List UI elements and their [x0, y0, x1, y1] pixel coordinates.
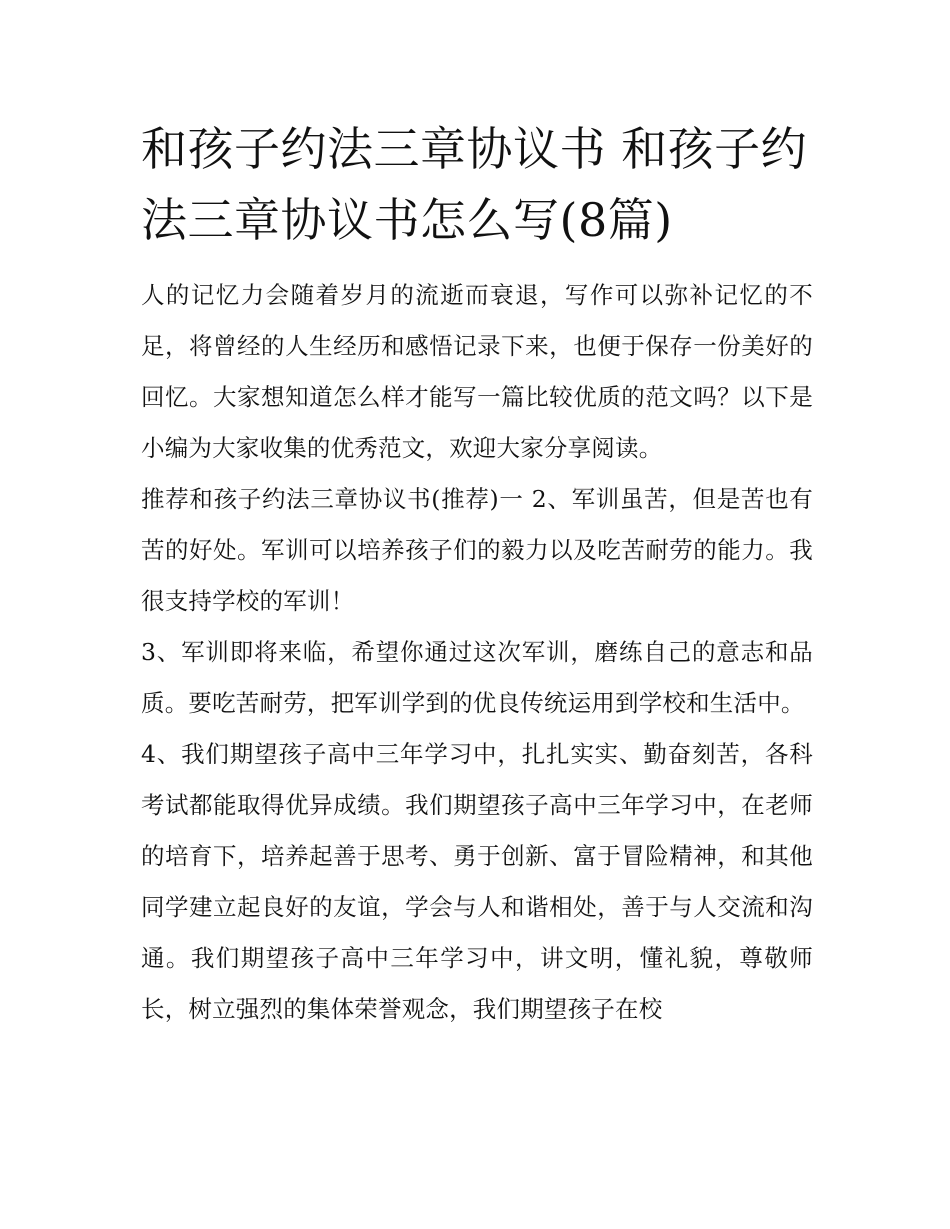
document-title: 和孩子约法三章协议书 和孩子约法三章协议书怎么写(8篇) — [141, 122, 808, 247]
paragraph-item-2: 推荐和孩子约法三章协议书(推荐)一 2、军训虽苦，但是苦也有苦的好处。军训可以培养孩子们的毅力以及吃苦耐劳的能力。我很支持学校的军训！ — [141, 485, 813, 615]
paragraph-item-3: 3、军训即将来临，希望你通过这次军训，磨练自己的意志和品质。要吃苦耐劳，把军训学到的优良传统运用到学校和生活中。 — [141, 638, 813, 717]
document-body — [141, 114, 813, 1035]
paragraph-item-4: 4、我们期望孩子高中三年学习中，扎扎实实、勤奋刻苦，各科考试都能取得优异成绩。我们期望孩子高中三年学习中，在老师的培育下，培养起善于思考、勇于创新、富于冒险精神，和其他同学建立起良好的友谊，学会与人和谐相处，善于与人交流和沟通。我们期望孩子高中三年学习中，讲文明，懂礼貌，尊敬师长，树立强烈的集体荣誉观念，我们期望孩子在校 — [141, 740, 813, 1023]
paragraph-intro: 人的记忆力会随着岁月的流逝而衰退，写作可以弥补记忆的不足，将曾经的人生经历和感悟记录下来，也便于保存一份美好的回忆。大家想知道怎么样才能写一篇比较优质的范文吗？以下是小编为大家收集的优秀范文，欢迎大家分享阅读。 — [141, 281, 813, 462]
